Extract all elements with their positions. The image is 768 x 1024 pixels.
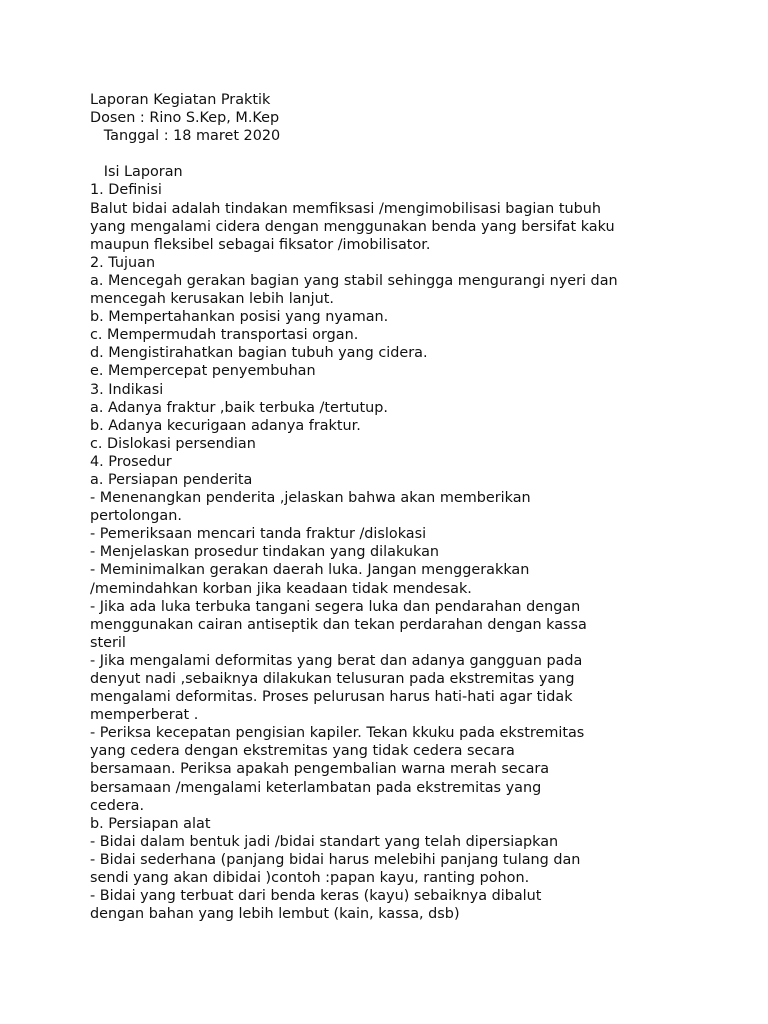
document-line: - Pemeriksaan mencari tanda fraktur /dislokasi <box>90 526 427 543</box>
document-line: mencegah kerusakan lebih lanjut. <box>90 291 334 308</box>
document-line: b. Mempertahankan posisi yang nyaman. <box>90 309 389 326</box>
document-line: - Periksa kecepatan pengisian kapiler. Tekan kkuku pada ekstremitas <box>90 725 585 742</box>
document-line: mengalami deformitas. Proses pelurusan harus hati-hati agar tidak <box>90 689 573 706</box>
document-line: cedera. <box>90 797 145 814</box>
document-line: Tanggal : 18 maret 2020 <box>90 128 281 145</box>
document-line: e. Mempercepat penyembuhan <box>90 363 316 380</box>
document-line: /memindahkan korban jika keadaan tidak mendesak. <box>90 580 472 597</box>
document-line: b. Persiapan alat <box>90 815 211 832</box>
blank-line <box>90 145 690 163</box>
document-line: - Bidai yang terbuat dari benda keras (kayu) sebaiknya dibalut <box>90 888 542 905</box>
document-line: c. Dislokasi persendian <box>90 435 256 452</box>
document-line: maupun fleksibel sebagai fiksator /imobilisator. <box>90 236 431 253</box>
document-line: memperberat . <box>90 707 199 724</box>
document-line: - Bidai sederhana (panjang bidai harus melebihi panjang tulang dan <box>90 851 581 868</box>
document-line: yang mengalami cidera dengan menggunakan benda yang bersifat kaku <box>90 218 615 235</box>
document-line: Balut bidai adalah tindakan memfiksasi /mengimobilisasi bagian tubuh <box>90 200 602 217</box>
document-line: d. Mengistirahatkan bagian tubuh yang cidera. <box>90 345 428 362</box>
document-line: Laporan Kegiatan Praktik <box>90 92 271 108</box>
document-body <box>90 91 690 923</box>
document-line: 1. Definisi <box>90 182 162 199</box>
document-line: Dosen : Rino S.Kep, M.Kep <box>90 110 280 127</box>
document-line: 4. Prosedur <box>90 453 172 470</box>
document-line: c. Mempermudah transportasi organ. <box>90 327 359 344</box>
document-line: dengan bahan yang lebih lembut (kain, kassa, dsb) <box>90 906 460 923</box>
document-line: a. Mencegah gerakan bagian yang stabil sehingga mengurangi nyeri dan <box>90 272 618 289</box>
document-line: 3. Indikasi <box>90 381 164 398</box>
document-line: bersamaan /mengalami keterlambatan pada ekstremitas yang <box>90 779 542 796</box>
document-line: - Meminimalkan gerakan daerah luka. Jangan menggerakkan <box>90 562 530 579</box>
document-line: yang cedera dengan ekstremitas yang tidak cedera secara <box>90 743 515 760</box>
document-line: - Bidai dalam bentuk jadi /bidai standart yang telah dipersiapkan <box>90 833 559 850</box>
document-line: bersamaan. Periksa apakah pengembalian warna merah secara <box>90 761 550 778</box>
document-line: b. Adanya kecurigaan adanya fraktur. <box>90 417 361 434</box>
document-line: - Jika mengalami deformitas yang berat dan adanya gangguan pada <box>90 652 583 669</box>
document-line: a. Persiapan penderita <box>90 471 253 488</box>
document-line: - Menenangkan penderita ,jelaskan bahwa akan memberikan <box>90 490 531 507</box>
document-line: - Jika ada luka terbuka tangani segera luka dan pendarahan dengan <box>90 598 581 615</box>
document-line: menggunakan cairan antiseptik dan tekan perdarahan dengan kassa <box>90 616 587 633</box>
document-line: - Menjelaskan prosedur tindakan yang dilakukan <box>90 544 440 561</box>
document-line: Isi Laporan <box>90 164 183 181</box>
document-line: a. Adanya fraktur ,baik terbuka /tertutup. <box>90 399 389 416</box>
document-line: denyut nadi ,sebaiknya dilakukan telusuran pada ekstremitas yang <box>90 671 575 687</box>
document-line: sendi yang akan dibidai )contoh :papan kayu, ranting pohon. <box>90 870 530 887</box>
document-line: steril <box>90 634 126 651</box>
document-line: 2. Tujuan <box>90 254 156 271</box>
document-line: pertolongan. <box>90 508 182 525</box>
